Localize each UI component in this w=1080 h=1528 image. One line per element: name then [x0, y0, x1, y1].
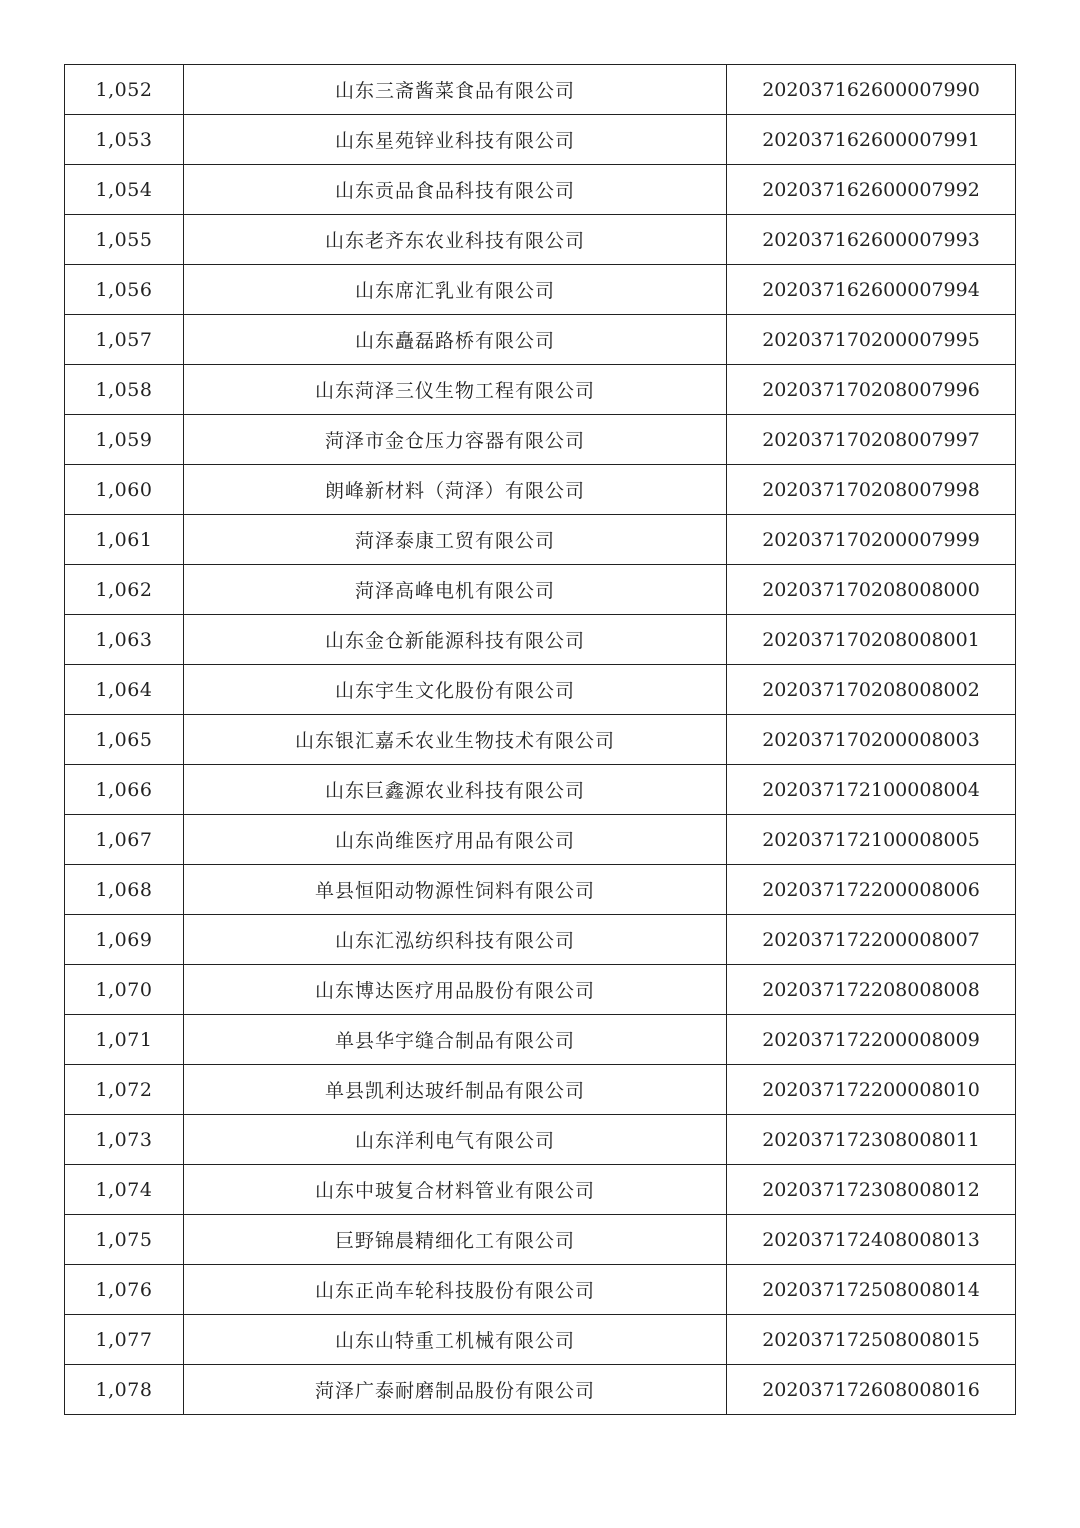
row-sequence-number: 1,077	[65, 1315, 184, 1365]
company-name-cell: 山东博达医疗用品股份有限公司	[184, 965, 727, 1015]
table-row	[65, 1015, 1016, 1065]
table-row	[65, 765, 1016, 815]
row-sequence-number: 1,071	[65, 1015, 184, 1065]
registration-code-cell: 202037170208007996	[727, 365, 1016, 415]
registration-code-cell: 202037162600007991	[727, 115, 1016, 165]
table-row	[65, 1215, 1016, 1265]
company-name-cell: 山东三斋酱菜食品有限公司	[184, 65, 727, 115]
row-sequence-number: 1,055	[65, 215, 184, 265]
company-name-cell: 山东中玻复合材料管业有限公司	[184, 1165, 727, 1215]
company-name-cell: 山东老齐东农业科技有限公司	[184, 215, 727, 265]
row-sequence-number: 1,063	[65, 615, 184, 665]
company-name-cell: 朗峰新材料（菏泽）有限公司	[184, 465, 727, 515]
table-row	[65, 415, 1016, 465]
registration-code-cell: 202037170200007995	[727, 315, 1016, 365]
row-sequence-number: 1,070	[65, 965, 184, 1015]
row-sequence-number: 1,064	[65, 665, 184, 715]
company-name-cell: 菏泽高峰电机有限公司	[184, 565, 727, 615]
company-name-cell: 山东星苑锌业科技有限公司	[184, 115, 727, 165]
company-name-cell: 山东矗磊路桥有限公司	[184, 315, 727, 365]
company-name-cell: 山东贡品食品科技有限公司	[184, 165, 727, 215]
table-row	[65, 515, 1016, 565]
row-sequence-number: 1,053	[65, 115, 184, 165]
registration-code-cell: 202037170208007997	[727, 415, 1016, 465]
registration-code-cell: 202037172100008005	[727, 815, 1016, 865]
registration-code-cell: 202037172308008012	[727, 1165, 1016, 1215]
company-name-cell: 山东巨鑫源农业科技有限公司	[184, 765, 727, 815]
row-sequence-number: 1,065	[65, 715, 184, 765]
table-row	[65, 1115, 1016, 1165]
registration-code-cell: 202037172408008013	[727, 1215, 1016, 1265]
registration-code-cell: 202037172200008006	[727, 865, 1016, 915]
company-registry-table	[64, 64, 1016, 1415]
row-sequence-number: 1,054	[65, 165, 184, 215]
company-name-cell: 菏泽广泰耐磨制品股份有限公司	[184, 1365, 727, 1415]
table-row	[65, 265, 1016, 315]
table-row	[65, 115, 1016, 165]
company-name-cell: 菏泽泰康工贸有限公司	[184, 515, 727, 565]
company-name-cell: 山东尚维医疗用品有限公司	[184, 815, 727, 865]
row-sequence-number: 1,076	[65, 1265, 184, 1315]
company-name-cell: 山东席汇乳业有限公司	[184, 265, 727, 315]
registration-code-cell: 202037162600007990	[727, 65, 1016, 115]
registration-code-cell: 202037170208007998	[727, 465, 1016, 515]
registration-code-cell: 202037170208008000	[727, 565, 1016, 615]
registry-table-body	[65, 65, 1016, 1415]
table-row	[65, 65, 1016, 115]
table-row	[65, 315, 1016, 365]
registration-code-cell: 202037170200008003	[727, 715, 1016, 765]
table-row	[65, 465, 1016, 515]
registration-code-cell: 202037172200008009	[727, 1015, 1016, 1065]
company-name-cell: 单县华宇缝合制品有限公司	[184, 1015, 727, 1065]
table-row	[65, 715, 1016, 765]
row-sequence-number: 1,069	[65, 915, 184, 965]
company-name-cell: 山东山特重工机械有限公司	[184, 1315, 727, 1365]
table-row	[65, 865, 1016, 915]
row-sequence-number: 1,061	[65, 515, 184, 565]
row-sequence-number: 1,060	[65, 465, 184, 515]
table-row	[65, 1165, 1016, 1215]
registration-code-cell: 202037172208008008	[727, 965, 1016, 1015]
registration-code-cell: 202037162600007994	[727, 265, 1016, 315]
registration-code-cell: 202037170208008002	[727, 665, 1016, 715]
registration-code-cell: 202037172508008015	[727, 1315, 1016, 1365]
row-sequence-number: 1,068	[65, 865, 184, 915]
table-row	[65, 815, 1016, 865]
row-sequence-number: 1,074	[65, 1165, 184, 1215]
registration-code-cell: 202037170208008001	[727, 615, 1016, 665]
table-row	[65, 915, 1016, 965]
table-row	[65, 1065, 1016, 1115]
row-sequence-number: 1,078	[65, 1365, 184, 1415]
table-row	[65, 565, 1016, 615]
registration-code-cell: 202037162600007992	[727, 165, 1016, 215]
company-name-cell: 山东银汇嘉禾农业生物技术有限公司	[184, 715, 727, 765]
registration-code-cell: 202037172508008014	[727, 1265, 1016, 1315]
registration-code-cell: 202037162600007993	[727, 215, 1016, 265]
company-name-cell: 山东宇生文化股份有限公司	[184, 665, 727, 715]
company-name-cell: 山东菏泽三仪生物工程有限公司	[184, 365, 727, 415]
table-row	[65, 165, 1016, 215]
table-row	[65, 1265, 1016, 1315]
company-name-cell: 巨野锦晨精细化工有限公司	[184, 1215, 727, 1265]
company-name-cell: 单县恒阳动物源性饲料有限公司	[184, 865, 727, 915]
registration-code-cell: 202037172200008010	[727, 1065, 1016, 1115]
company-name-cell: 山东金仓新能源科技有限公司	[184, 615, 727, 665]
registration-code-cell: 202037172308008011	[727, 1115, 1016, 1165]
table-row	[65, 1315, 1016, 1365]
registration-code-cell: 202037172608008016	[727, 1365, 1016, 1415]
table-row	[65, 665, 1016, 715]
table-row	[65, 365, 1016, 415]
table-row	[65, 215, 1016, 265]
row-sequence-number: 1,057	[65, 315, 184, 365]
row-sequence-number: 1,062	[65, 565, 184, 615]
row-sequence-number: 1,067	[65, 815, 184, 865]
row-sequence-number: 1,052	[65, 65, 184, 115]
row-sequence-number: 1,075	[65, 1215, 184, 1265]
company-name-cell: 菏泽市金仓压力容器有限公司	[184, 415, 727, 465]
row-sequence-number: 1,059	[65, 415, 184, 465]
table-row	[65, 615, 1016, 665]
row-sequence-number: 1,058	[65, 365, 184, 415]
company-name-cell: 山东汇泓纺织科技有限公司	[184, 915, 727, 965]
registration-code-cell: 202037170200007999	[727, 515, 1016, 565]
row-sequence-number: 1,066	[65, 765, 184, 815]
registration-code-cell: 202037172200008007	[727, 915, 1016, 965]
company-name-cell: 山东正尚车轮科技股份有限公司	[184, 1265, 727, 1315]
row-sequence-number: 1,056	[65, 265, 184, 315]
registration-code-cell: 202037172100008004	[727, 765, 1016, 815]
company-name-cell: 山东洋利电气有限公司	[184, 1115, 727, 1165]
company-name-cell: 单县凯利达玻纤制品有限公司	[184, 1065, 727, 1115]
row-sequence-number: 1,072	[65, 1065, 184, 1115]
row-sequence-number: 1,073	[65, 1115, 184, 1165]
table-row	[65, 1365, 1016, 1415]
table-row	[65, 965, 1016, 1015]
